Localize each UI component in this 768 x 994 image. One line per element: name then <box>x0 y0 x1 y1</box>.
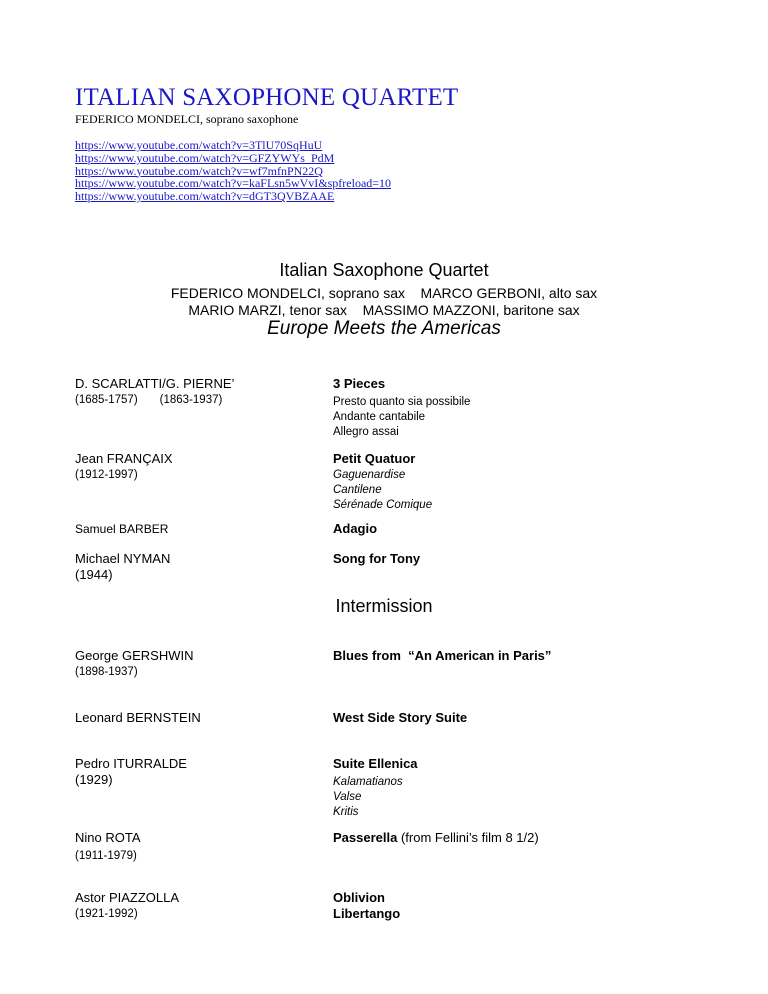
composer-dates: (1921-1992) <box>75 908 138 920</box>
work-title: Libertango <box>333 906 401 921</box>
movement: Kritis <box>333 806 359 818</box>
program-item-work <box>333 376 470 440</box>
video-link[interactable]: https://www.youtube.com/watch?v=wf7mfnPN22Q <box>75 163 323 178</box>
members-line: MARIO MARZI, tenor sax MASSIMO MAZZONI, baritone sax <box>188 302 580 318</box>
work-title: Suite Ellenica <box>333 756 418 771</box>
program-item-work <box>333 451 432 513</box>
program-item-composer <box>75 551 170 583</box>
movement: Kalamatianos <box>333 776 403 788</box>
work-title: Song for Tony <box>333 551 421 566</box>
video-links-list <box>75 139 391 203</box>
intermission-heading: Intermission <box>335 596 433 616</box>
composer-dates: (1898-1937) <box>75 666 138 678</box>
composer-name: D. SCARLATTI/G. PIERNE’ <box>75 376 235 391</box>
program-item-work <box>333 551 420 567</box>
work-note: (from Fellini’s film 8 1/2) <box>397 830 539 845</box>
work-title: Petit Quatuor <box>333 451 416 466</box>
work-title: Adagio <box>333 521 378 536</box>
video-link[interactable]: https://www.youtube.com/watch?v=kaFLsn5wVvI&spfreload=10 <box>75 176 392 191</box>
document-title: ITALIAN SAXOPHONE QUARTET <box>75 84 459 111</box>
work-title: Oblivion <box>333 890 385 905</box>
movement: Sérénade Comique <box>333 499 433 511</box>
work-title: Passerella <box>333 830 398 845</box>
program-item-composer <box>75 376 234 408</box>
program-item-composer <box>75 710 201 726</box>
composer-name: Astor PIAZZOLLA <box>75 890 180 905</box>
composer-dates-second: (1863-1937) <box>159 394 223 406</box>
movement: Allegro assai <box>333 426 399 438</box>
work-title: 3 Pieces <box>333 376 386 391</box>
program-item-composer <box>75 756 187 788</box>
program-item-composer <box>75 451 173 483</box>
document-subtitle: FEDERICO MONDELCI, soprano saxophone <box>75 112 299 126</box>
program-item-work <box>333 756 418 820</box>
ensemble-name: Italian Saxophone Quartet <box>279 260 489 280</box>
program-item-composer <box>75 648 193 680</box>
movement: Cantilene <box>333 484 382 496</box>
composer-name: Michael NYMAN <box>75 551 171 566</box>
movement: Presto quanto sia possibile <box>333 396 471 408</box>
composer-name: Leonard BERNSTEIN <box>75 710 201 725</box>
video-link[interactable]: https://www.youtube.com/watch?v=dGT3QVBZAAE <box>75 189 335 204</box>
work-title: Blues from “An American in Paris” <box>333 648 552 663</box>
program-item-composer <box>75 830 141 864</box>
composer-name: Pedro ITURRALDE <box>75 756 187 771</box>
composer-name: Samuel BARBER <box>75 522 169 536</box>
composer-dates: (1911-1979) <box>75 850 137 862</box>
composer-dates: (1912-1997) <box>75 469 138 481</box>
composer-name: Jean FRANÇAIX <box>75 451 173 466</box>
program-item-work <box>333 890 400 922</box>
video-link[interactable]: https://www.youtube.com/watch?v=3TlU70SqHuU <box>75 138 323 152</box>
program-item-work <box>333 648 551 664</box>
composer-name: Nino ROTA <box>75 830 141 845</box>
composer-dates: (1929) <box>75 772 113 787</box>
program-item-work <box>333 521 377 537</box>
movement: Andante cantabile <box>333 411 426 423</box>
video-link[interactable]: https://www.youtube.com/watch?v=GFZYWYs_PdM <box>75 150 335 165</box>
composer-dates-first: (1685-1757) <box>75 394 138 406</box>
concert-title: Europe Meets the Americas <box>267 318 501 339</box>
composer-dates: (1944) <box>75 567 113 582</box>
members-line: FEDERICO MONDELCI, soprano sax MARCO GERBONI, alto sax <box>170 285 598 301</box>
work-title-line <box>333 830 539 846</box>
program-item-composer <box>75 521 168 537</box>
program-item-work <box>333 710 467 726</box>
composer-dates <box>75 392 234 408</box>
work-title: West Side Story Suite <box>333 710 468 725</box>
program-item-composer <box>75 890 179 922</box>
movement: Gaguenardise <box>333 469 406 481</box>
movement: Valse <box>333 791 362 803</box>
composer-name: George GERSHWIN <box>75 648 194 663</box>
program-item-work <box>333 830 539 846</box>
